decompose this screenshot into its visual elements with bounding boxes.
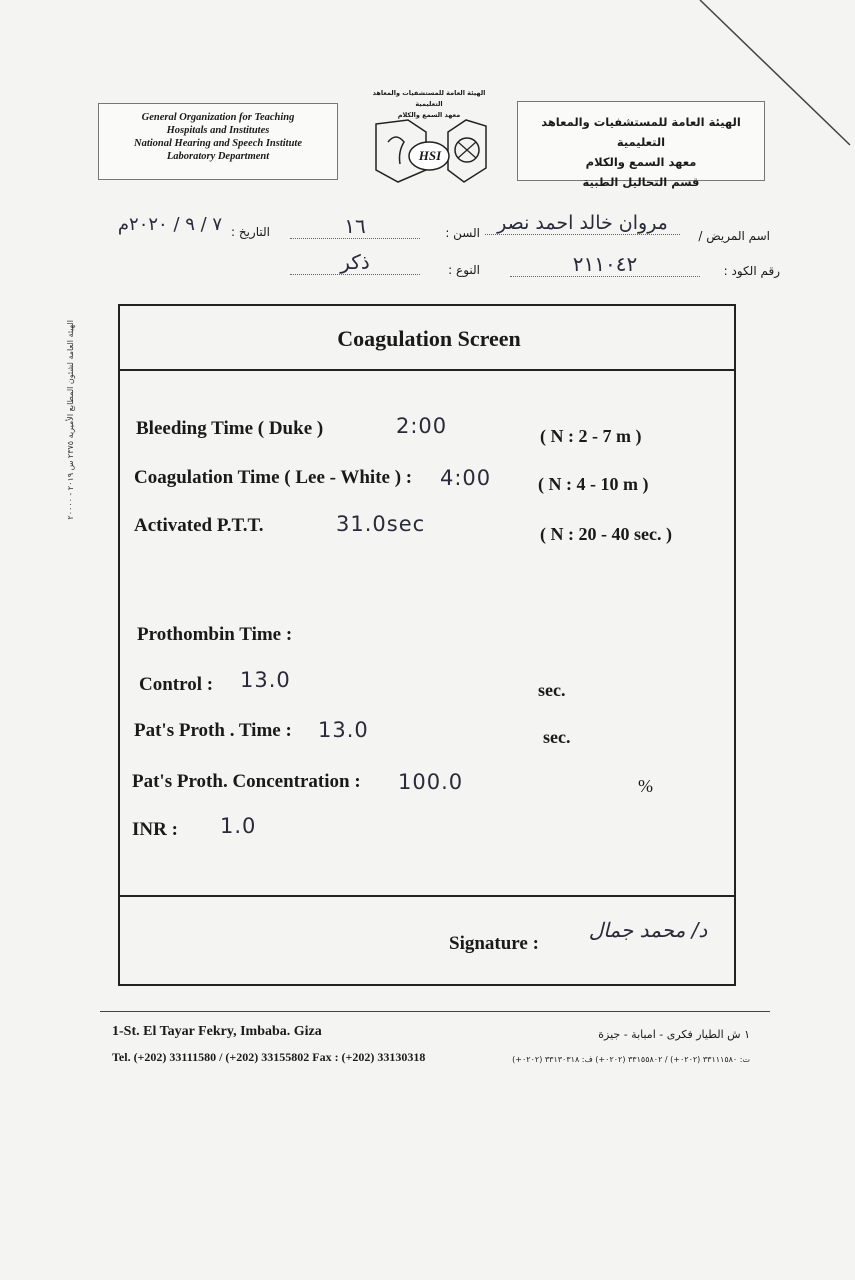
logo-top-line-2: معهد السمع والكلام	[397, 111, 461, 119]
inr-label: INR :	[132, 819, 178, 840]
header-ar-line-1: الهيئة العامة للمستشفيات والمعاهد التعليمية	[541, 115, 741, 149]
date-label: التاريخ :	[230, 225, 270, 239]
patient-pt-value: 13.0	[318, 718, 369, 742]
coagulation-time-value: 4:00	[440, 466, 492, 490]
logo-top-line-1: الهيئة العامة للمستشفيات والمعاهد التعليمية	[372, 89, 486, 108]
report-box	[118, 304, 736, 986]
institute-logo	[360, 88, 498, 188]
printing-stamp-text: الهيئة العامة لشئون المطابع الأميرية ٢٣٧٥ س ٢٠١٩ - ٢٠٠٠٠	[66, 320, 75, 520]
patient-pt-label: Pat's Proth . Time :	[134, 720, 292, 741]
signature-divider	[120, 895, 734, 897]
signature-value: د/ محمد جمال	[588, 918, 708, 942]
aptt-value: 31.0sec	[336, 512, 426, 536]
code-label: رقم الكود :	[723, 264, 780, 278]
header-ar-line-2: معهد السمع والكلام	[585, 155, 697, 169]
patient-pt-unit: sec.	[543, 727, 571, 747]
logo-text: HSI	[418, 148, 442, 163]
control-value: 13.0	[240, 668, 291, 692]
footer-address-ar: ١ ش الطيار فكرى - امبابة - جيزة	[598, 1028, 750, 1041]
report-title: Coagulation Screen	[337, 326, 521, 351]
footer-divider	[100, 1011, 770, 1012]
footer-address-en: 1-St. El Tayar Fekry, Imbaba. Giza	[112, 1024, 322, 1039]
patient-name-value: مروان خالد احمد نصر	[485, 212, 680, 235]
signature-label: Signature :	[449, 933, 539, 954]
control-label: Control :	[139, 674, 214, 695]
header-ar-line-3: قسم التحاليل الطبية	[582, 175, 700, 189]
gender-value: ذكر	[290, 250, 420, 275]
header-en-line-4: Laboratory Department	[166, 151, 270, 162]
inr-value: 1.0	[220, 814, 257, 838]
age-label: السن :	[445, 226, 480, 240]
header-arabic-box	[517, 101, 765, 189]
patient-name-label: اسم المريض /	[698, 229, 770, 243]
footer-phones-ar: ت: ٣٣١١١٥٨٠ (٠٢٠٢+) / ٣٣١٥٥٨٠٢ (٠٢٠٢+) ف: ٣٣١٣٠٣١٨ (٠٢٠٢+)	[512, 1055, 750, 1064]
footer-phones-en: Tel. (+202) 33111580 / (+202) 33155802 Fax : (+202) 33130318	[112, 1050, 426, 1064]
header-en-line-2: Hospitals and Institutes	[166, 125, 270, 136]
coagulation-time-label: Coagulation Time ( Lee - White ) :	[134, 467, 413, 488]
bleeding-time-value: 2:00	[396, 414, 448, 438]
coagulation-time-range: ( N : 4 - 10 m )	[538, 474, 649, 494]
aptt-label: Activated P.T.T.	[134, 515, 264, 536]
header-en-line-3: National Hearing and Speech Institute	[133, 138, 303, 149]
bleeding-time-label: Bleeding Time ( Duke )	[136, 418, 324, 439]
pt-concentration-label: Pat's Proth. Concentration :	[132, 771, 361, 792]
pt-concentration-unit: %	[638, 776, 653, 796]
header-english-box	[98, 103, 338, 180]
date-value: ٧ / ٩ / ٢٠٢٠م	[117, 214, 223, 235]
gender-label: النوع :	[448, 263, 480, 277]
bleeding-time-range: ( N : 2 - 7 m )	[540, 426, 642, 446]
age-value: ١٦	[290, 214, 420, 239]
aptt-range: ( N : 20 - 40 sec. )	[540, 524, 672, 544]
header-en-line-1: General Organization for Teaching	[141, 112, 295, 123]
pt-concentration-value: 100.0	[398, 770, 464, 794]
control-unit: sec.	[538, 680, 566, 700]
title-divider	[120, 369, 734, 371]
code-value: ٢١١٠٤٢	[510, 252, 700, 277]
prothrombin-time-heading: Prothombin Time :	[137, 624, 293, 645]
